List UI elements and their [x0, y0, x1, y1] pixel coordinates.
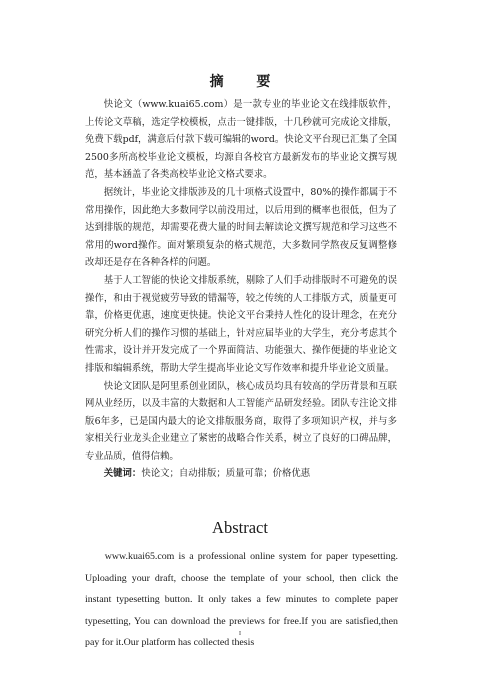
english-abstract-title: Abstract — [212, 518, 268, 537]
keywords-label: 关键词： — [103, 468, 142, 480]
keywords-line — [85, 465, 397, 483]
chinese-paragraph-1: 快论文（www.kuai65.com）是一款专业的毕业论文在线排版软件，上传论文草稿，选定学校模板，点击一键排版，十几秒就可完成论文排版，免费下载pdf，满意后付款下载可编辑的word。快论文平台现已汇集了全国2500多所高校毕业论文模板，均源自各校官方最新发布的毕业论文撰写规范，基本涵盖了各类高校毕业论文格式要求。 — [85, 99, 397, 181]
chinese-abstract-title: 摘 要 — [209, 74, 285, 90]
chinese-paragraph-3: 基于人工智能的快论文排版系统，剔除了人们手动排版时不可避免的误操作，和由于视觉疲劳导致的错漏等，较之传统的人工排版方式，质量更可靠，价格更优惠，速度更快捷。快论文平台秉持人性化的设计理念，在充分研究分析人们的操作习惯的基础上，针对应届毕业的大学生，充分考虑其个性需求，设计并开发完成了一个界面简洁、功能强大、操作便捷的毕业论文排版和编辑系统，帮助大学生提高毕业论文写作效率和提升毕业论文质量。 — [85, 274, 397, 374]
page-number: I — [239, 631, 241, 637]
chinese-paragraph-4: 快论文团队是阿里系创业团队，核心成员均具有较高的学历背景和互联网从业经历，以及丰富的大数据和人工智能产品研发经验。团队专注论文排版6年多，已是国内最大的论文排版服务商，取得了多项知识产权，并与多家相关行业龙头企业建立了紧密的战略合作关系，树立了良好的口碑品牌，专业品质，值得信赖。 — [85, 380, 397, 462]
chinese-abstract-body — [85, 96, 397, 483]
keywords-text: 快论文；自动排版；质量可靠；价格优惠 — [141, 468, 311, 480]
english-abstract-body — [85, 546, 398, 654]
chinese-paragraph-2: 据统计，毕业论文排版涉及的几十项格式设置中，80%的操作都属于不常用操作，因此绝大多数同学以前没用过，以后用到的概率也很低，但为了达到排版的规范，却需要花费大量的时间去解读论文撰写规范和学习这些不常用的word操作。面对繁琐复杂的格式规范，大多数同学熬夜反复调整修改却还是存在各种各样的问题。 — [85, 186, 397, 269]
english-paragraph-1: www.kuai65.com is a professional online system for paper typesetting. Uploading your draft, choose the template of your school, then click the instant typesetting button. It only takes a few minutes to complete paper typesetting, You can download the previews for free.If you are satisfied,then pay for it.Our platform has collected thesis — [85, 551, 398, 648]
